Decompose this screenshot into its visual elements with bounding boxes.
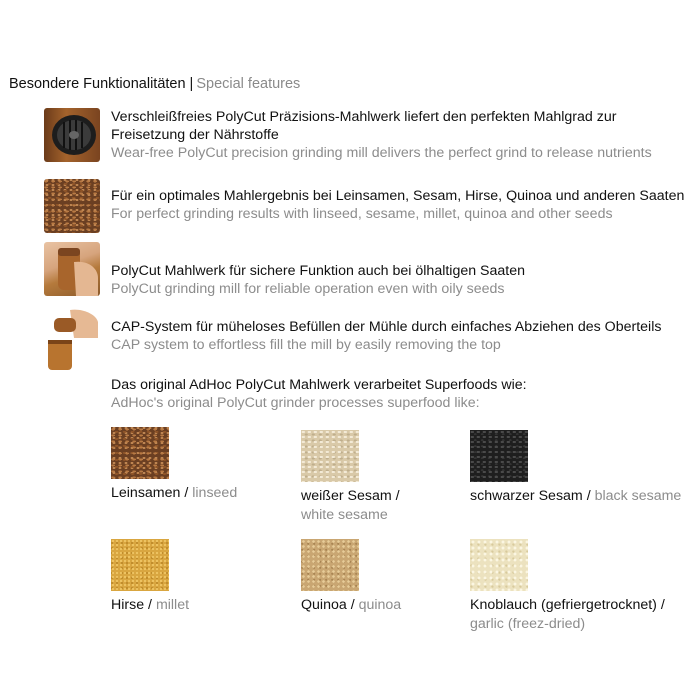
superfoods-intro (111, 376, 691, 412)
heading-de: Besondere Funktionalitäten (9, 76, 186, 92)
item-de: Hirse (111, 597, 145, 613)
quinoa-swatch (301, 539, 359, 591)
item-sep: / (144, 597, 156, 613)
item-de: weißer Sesam (301, 488, 392, 504)
item-sep: / (180, 485, 193, 501)
grinder-mechanism-icon (44, 108, 100, 162)
item-en: black sesame (594, 488, 682, 504)
item-en: white sesame (301, 507, 388, 523)
superfoods-de: Das original AdHoc PolyCut Mahlwerk verarbeitet Superfoods wie: (111, 377, 527, 393)
item-sep: / (582, 488, 595, 504)
superfood-item-white-sesame (301, 430, 400, 525)
black-sesame-swatch (470, 430, 528, 482)
item-en: millet (155, 597, 190, 613)
hand-grinder-icon (44, 242, 100, 296)
item-sep: / (656, 597, 665, 613)
feature-en: CAP system to effortless fill the mill by easily removing the top (111, 337, 501, 353)
item-sep: / (346, 597, 359, 613)
linseed-icon (44, 179, 100, 233)
superfoods-en: AdHoc's original PolyCut grinder processes superfood like: (111, 395, 480, 411)
feature-en: For perfect grinding results with linseed, sesame, millet, quinoa and other seeds (111, 206, 613, 222)
item-en: quinoa (358, 597, 402, 613)
superfood-item-garlic (470, 539, 665, 634)
feature-en: PolyCut grinding mill for reliable operation even with oily seeds (111, 281, 505, 297)
feature-de: Verschleißfreies PolyCut Präzisions-Mahlwerk liefert den perfekten Mahlgrad zur Freisetzung der Nährstoffe (111, 109, 617, 143)
item-de: schwarzer Sesam (470, 488, 583, 504)
item-de: Quinoa (301, 597, 347, 613)
section-heading (9, 76, 300, 92)
heading-separator: | (189, 76, 194, 92)
feature-de: Für ein optimales Mahlergebnis bei Leinsamen, Sesam, Hirse, Quinoa und anderen Saaten (111, 188, 685, 204)
item-de: Knoblauch (gefriergetrocknet) (470, 597, 657, 613)
cap-removal-icon (44, 308, 100, 370)
feature-de: CAP-System für müheloses Befüllen der Mühle durch einfaches Abziehen des Oberteils (111, 319, 662, 335)
item-en: linseed (192, 485, 238, 501)
millet-swatch (111, 539, 169, 591)
white-sesame-swatch (301, 430, 359, 482)
item-de: Leinsamen (111, 485, 181, 501)
superfood-item-quinoa (301, 539, 401, 615)
garlic-swatch (470, 539, 528, 591)
superfood-item-linseed (111, 427, 237, 503)
superfood-item-millet (111, 539, 189, 615)
superfood-item-black-sesame (470, 430, 681, 506)
item-sep: / (391, 488, 400, 504)
linseed-swatch (111, 427, 169, 479)
feature-en: Wear-free PolyCut precision grinding mill delivers the perfect grind to release nutrients (111, 145, 652, 161)
feature-de: PolyCut Mahlwerk für sichere Funktion auch bei ölhaltigen Saaten (111, 263, 526, 279)
item-en: garlic (freez-dried) (470, 616, 586, 632)
heading-en: Special features (196, 76, 301, 92)
